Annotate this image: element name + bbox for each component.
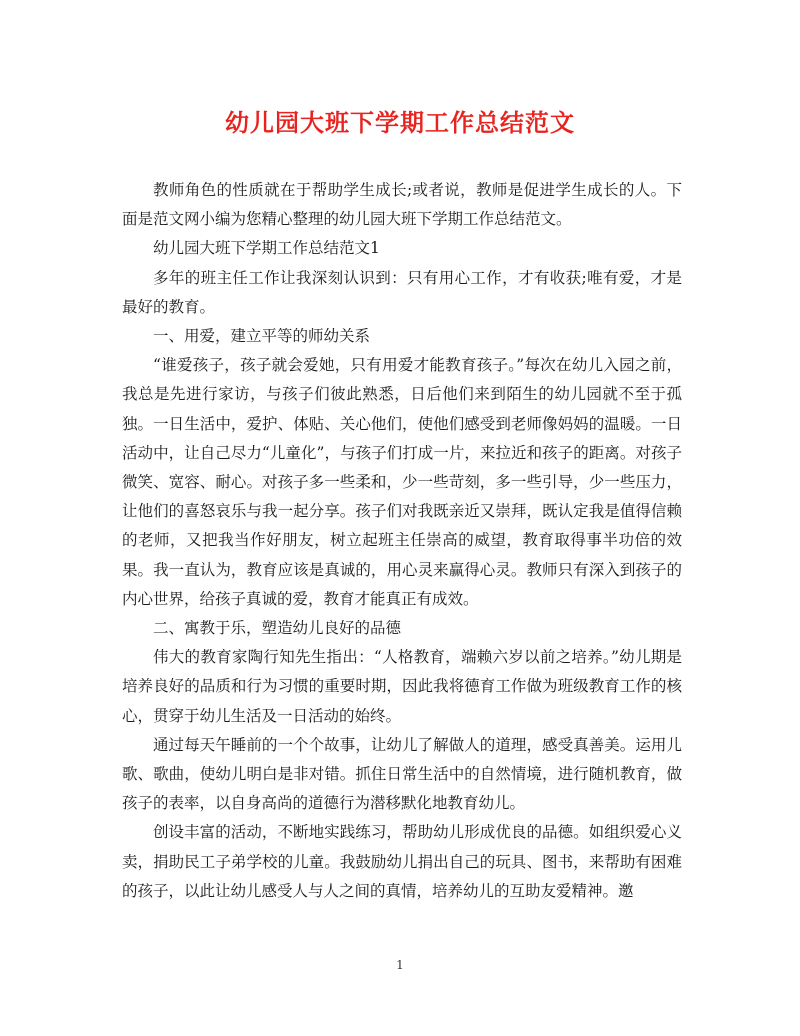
paragraph-love: “谁爱孩子，孩子就会爱她，只有用爱才能教育孩子。”每次在幼儿入园之前，我总是先进行家访，与孩子们彼此熟悉，日后他们来到陌生的幼儿园就不至于孤独。一日生活中，爱护、体贴、关心他们，使他们感受到老师像妈妈的温暖。一日活动中，让自己尽力“儿童化”，与孩子们打成一片，来拉近和孩子的距离。对孩子微笑、宽容、耐心。对孩子多一些柔和，少一些苛刻，多一些引导，少一些压力，让他们的喜怒哀乐与我一起分享。孩子们对我既亲近又崇拜，既认定我是值得信赖的老师，又把我当作好朋友，树立起班主任崇高的威望，教育取得事半功倍的效果。我一直认为，教育应该是真诚的，用心灵来赢得心灵。教师只有深入到孩子的内心世界，给孩子真诚的爱，教育才能真正有成效。 bbox=[122, 356, 682, 608]
paragraph-section-heading: 幼儿园大班下学期工作总结范文1 bbox=[153, 239, 380, 258]
paragraph-heading-one: 一、用爱，建立平等的师幼关系 bbox=[153, 327, 371, 346]
paragraph-activities: 创设丰富的活动，不断地实践练习，帮助幼儿形成优良的品德。如组织爱心义卖，捐助民工子弟学校的儿童。我鼓励幼儿捐出自己的玩具、图书，来帮助有困难的孩子，以此让幼儿感受人与人之间的真情，培养幼儿的互助友爱精神。邀 bbox=[122, 823, 682, 900]
paragraph-opening: 多年的班主任工作让我深刻认识到：只有用心工作，才有收获;唯有爱，才是最好的教育。 bbox=[122, 268, 682, 316]
paragraph-heading-two: 二、寓教于乐，塑造幼儿良好的品德 bbox=[153, 619, 402, 638]
document-body bbox=[122, 176, 682, 906]
paragraph-character: 伟大的教育家陶行知先生指出：“人格教育，端赖六岁以前之培养。”幼儿期是培养良好的品质和行为习惯的重要时期，因此我将德育工作做为班级教育工作的核心，贯穿于幼儿生活及一日活动的始终。 bbox=[122, 648, 682, 725]
document-title: 幼儿园大班下学期工作总结范文 bbox=[225, 108, 575, 137]
paragraph-stories: 通过每天午睡前的一个个故事，让幼儿了解做人的道理，感受真善美。运用儿歌、歌曲，使幼儿明白是非对错。抓住日常生活中的自然情境，进行随机教育，做孩子的表率，以自身高尚的道德行为潜移默化地教育幼儿。 bbox=[122, 735, 682, 813]
paragraph-intro: 教师角色的性质就在于帮助学生成长;或者说，教师是促进学生成长的人。下面是范文网小编为您精心整理的幼儿园大班下学期工作总结范文。 bbox=[122, 181, 682, 229]
page-number: 1 bbox=[396, 958, 404, 972]
